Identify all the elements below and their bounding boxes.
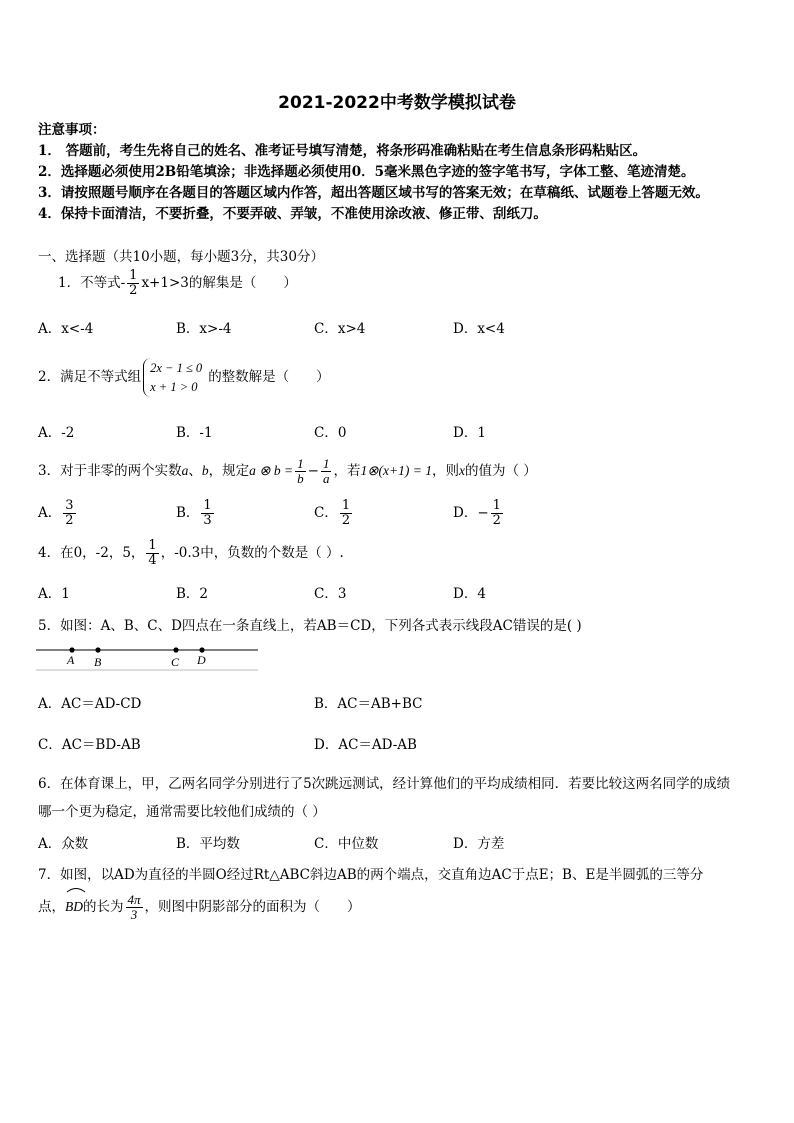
q3-option-c-fraction (340, 499, 352, 527)
q6-option-b[interactable]: B．平均数 (176, 836, 240, 852)
q3-option-b-label: B． (176, 505, 200, 521)
q3-minus: − (307, 463, 319, 479)
q2-stem-post: 的整数解是（ ） (208, 369, 330, 385)
q5-option-c[interactable]: C．AC＝BD-AB (38, 737, 141, 753)
question-7-line-2 (38, 887, 361, 927)
q3-option-a-denominator: 2 (65, 513, 74, 528)
q3-stem-mid: ，规定 (208, 463, 250, 479)
point-d-label: D (197, 653, 206, 667)
q3-option-d-fraction (491, 499, 503, 527)
arc-symbol-icon (65, 885, 87, 893)
page-title: 2021-2022中考数学模拟试卷 (278, 93, 516, 113)
q3-option-c[interactable] (314, 493, 354, 533)
q2-option-a[interactable]: A．-2 (38, 425, 75, 441)
point-b-dot (95, 647, 100, 652)
q3-option-b-numerator: 1 (203, 498, 212, 514)
question-1 (58, 266, 297, 300)
question-7-line-1: 7．如图，以AD为直径的半圆O经过Rt△ABC斜边AB的两个端点，交直角边AC于点E；B、E是半圆弧的三等分 (38, 867, 704, 883)
q3-stem-pre: 3．对于非零的两个实数 (38, 463, 182, 479)
q3-fraction-2-numerator: 1 (322, 456, 330, 472)
q2-stem-pre: 2．满足不等式组 (38, 369, 142, 385)
q3-option-d-denominator: 2 (492, 513, 501, 528)
q3-option-b-fraction (201, 499, 213, 527)
q1-fraction (127, 269, 139, 297)
notice-item-2: 2．选择题必须使用2B铅笔填涂；非选择题必须使用0．5毫米黑色字迹的签字笔书写，字体工整、笔迹清楚。 (38, 164, 695, 180)
q4-option-a[interactable]: A．1 (38, 586, 70, 602)
q1-stem-post: x+1>3的解集是（ ） (141, 275, 297, 291)
q4-option-c[interactable]: C．3 (314, 586, 347, 602)
q5-option-a[interactable]: A．AC＝AD-CD (38, 696, 142, 712)
question-6-line-2: 哪一个更为稳定，通常需要比较他们成绩的（ ） (38, 804, 326, 820)
q4-stem-post: ，-0.3中，负数的个数是（ ）. (160, 545, 344, 561)
q3-option-b[interactable] (176, 493, 216, 533)
q3-option-d[interactable] (453, 493, 505, 533)
q1-option-d[interactable]: D．x<4 (453, 321, 505, 337)
q3-option-b-denominator: 3 (203, 513, 212, 528)
question-2 (38, 354, 330, 400)
q3-option-c-label: C． (314, 505, 338, 521)
q2-inequality-system (143, 358, 206, 396)
q2-inequality-2: x + 1 > 0 (150, 379, 198, 394)
question-4 (38, 534, 344, 572)
q3-fraction-1-denominator: b (297, 471, 304, 486)
q3-option-a-label: A． (38, 505, 62, 521)
q7-pre: 点， (38, 899, 65, 915)
q4-fraction (146, 539, 158, 567)
q3-fraction-1-numerator: 1 (297, 456, 304, 472)
notice-heading: 注意事项： (38, 122, 106, 138)
q4-fraction-denominator: 4 (148, 553, 157, 568)
q6-option-d[interactable]: D．方差 (453, 836, 505, 852)
q4-option-b[interactable]: B．2 (176, 586, 209, 602)
point-d-dot (199, 647, 204, 652)
q7-mid: 的长为 (83, 899, 124, 915)
q4-fraction-numerator: 1 (148, 538, 157, 554)
q2-option-d[interactable]: D．1 (453, 425, 486, 441)
q7-arc-bd-label: BD (65, 899, 83, 914)
point-c-label: C (171, 655, 180, 669)
q3-option-a-numerator: 3 (65, 498, 74, 514)
q3-var-b: b (201, 463, 209, 478)
q7-arc-bd (65, 887, 83, 927)
point-a-label: A (67, 653, 75, 667)
point-a-dot (69, 647, 74, 652)
q1-option-c[interactable]: C．x>4 (314, 321, 366, 337)
q4-stem-pre: 4．在0，-2，5， (38, 545, 145, 561)
q4-option-d[interactable]: D．4 (453, 586, 486, 602)
q1-stem-pre: 1．不等式- (58, 275, 126, 291)
q3-condition: 1⊗(x+1) = 1 (360, 463, 432, 478)
q3-var-a: a (181, 463, 189, 478)
q2-option-c[interactable]: C．0 (314, 425, 347, 441)
q5-option-d[interactable]: D．AC＝AD-AB (314, 737, 417, 753)
q3-post-1: ，则 (431, 463, 459, 479)
q3-sep: 、 (188, 463, 202, 479)
q3-definition: a ⊗ b = (249, 463, 294, 478)
q1-option-a[interactable]: A．x<-4 (38, 321, 94, 337)
q3-option-a-fraction (63, 499, 75, 527)
q3-cond-pre: ，若 (333, 463, 361, 479)
q3-var-x: x (458, 463, 465, 478)
q3-fraction-1 (295, 457, 306, 485)
q3-option-d-numerator: 1 (492, 498, 501, 514)
notice-item-3: 3．请按照题号顺序在各题目的答题区域内作答，超出答题区域书写的答案无效；在草稿纸、试题卷上答题无效。 (38, 185, 709, 201)
question-6-line-1: 6．在体育课上，甲，乙两名同学分别进行了5次跳远测试，经计算他们的平均成绩相同．若要比较这两名同学的成绩 (38, 776, 731, 792)
q1-option-b[interactable]: B．x>-4 (176, 321, 232, 337)
q3-option-c-denominator: 2 (341, 513, 351, 528)
q2-option-b[interactable]: B．-1 (176, 425, 213, 441)
q3-fraction-2 (321, 457, 332, 485)
question-3 (38, 452, 537, 490)
notice-item-1: 1． 答题前，考生先将自己的姓名、准考证号填写清楚，将条形码准确粘贴在考生信息条形码粘贴区。 (38, 143, 647, 159)
q3-option-c-numerator: 1 (341, 498, 351, 514)
q1-fraction-denominator: 2 (129, 283, 138, 298)
section-heading: 一、选择题（共10小题，每小题3分，共30分） (38, 249, 324, 265)
q7-fraction-denominator: 3 (130, 907, 138, 922)
q6-option-c[interactable]: C．中位数 (314, 836, 379, 852)
question-5: 5．如图：A、B、C、D四点在一条直线上，若AB＝CD，下列各式表示线段AC错误的是( ) (38, 618, 582, 634)
q3-option-d-sign: − (477, 505, 489, 521)
q1-fraction-numerator: 1 (129, 268, 138, 284)
q3-option-d-label: D． (453, 505, 478, 521)
q7-post: ，则图中阴影部分的面积为（ ） (144, 899, 361, 915)
point-b-label: B (94, 655, 102, 669)
q3-fraction-2-denominator: a (322, 471, 330, 486)
q2-inequality-1: 2x − 1 ≤ 0 (150, 361, 203, 376)
notice-item-4: 4．保持卡面清洁，不要折叠，不要弄破、弄皱，不准使用涂改液、修正带、刮纸刀。 (38, 206, 547, 222)
point-c-dot (173, 647, 178, 652)
q3-post-2: 的值为（ ） (464, 463, 537, 479)
q3-option-a[interactable] (38, 493, 78, 533)
q7-fraction-numerator: 4π (127, 892, 141, 908)
q5-number-line-figure (36, 642, 258, 672)
q5-option-b[interactable]: B．AC＝AB+BC (314, 696, 423, 712)
q6-option-a[interactable]: A．众数 (38, 836, 89, 852)
q7-fraction (126, 893, 143, 921)
